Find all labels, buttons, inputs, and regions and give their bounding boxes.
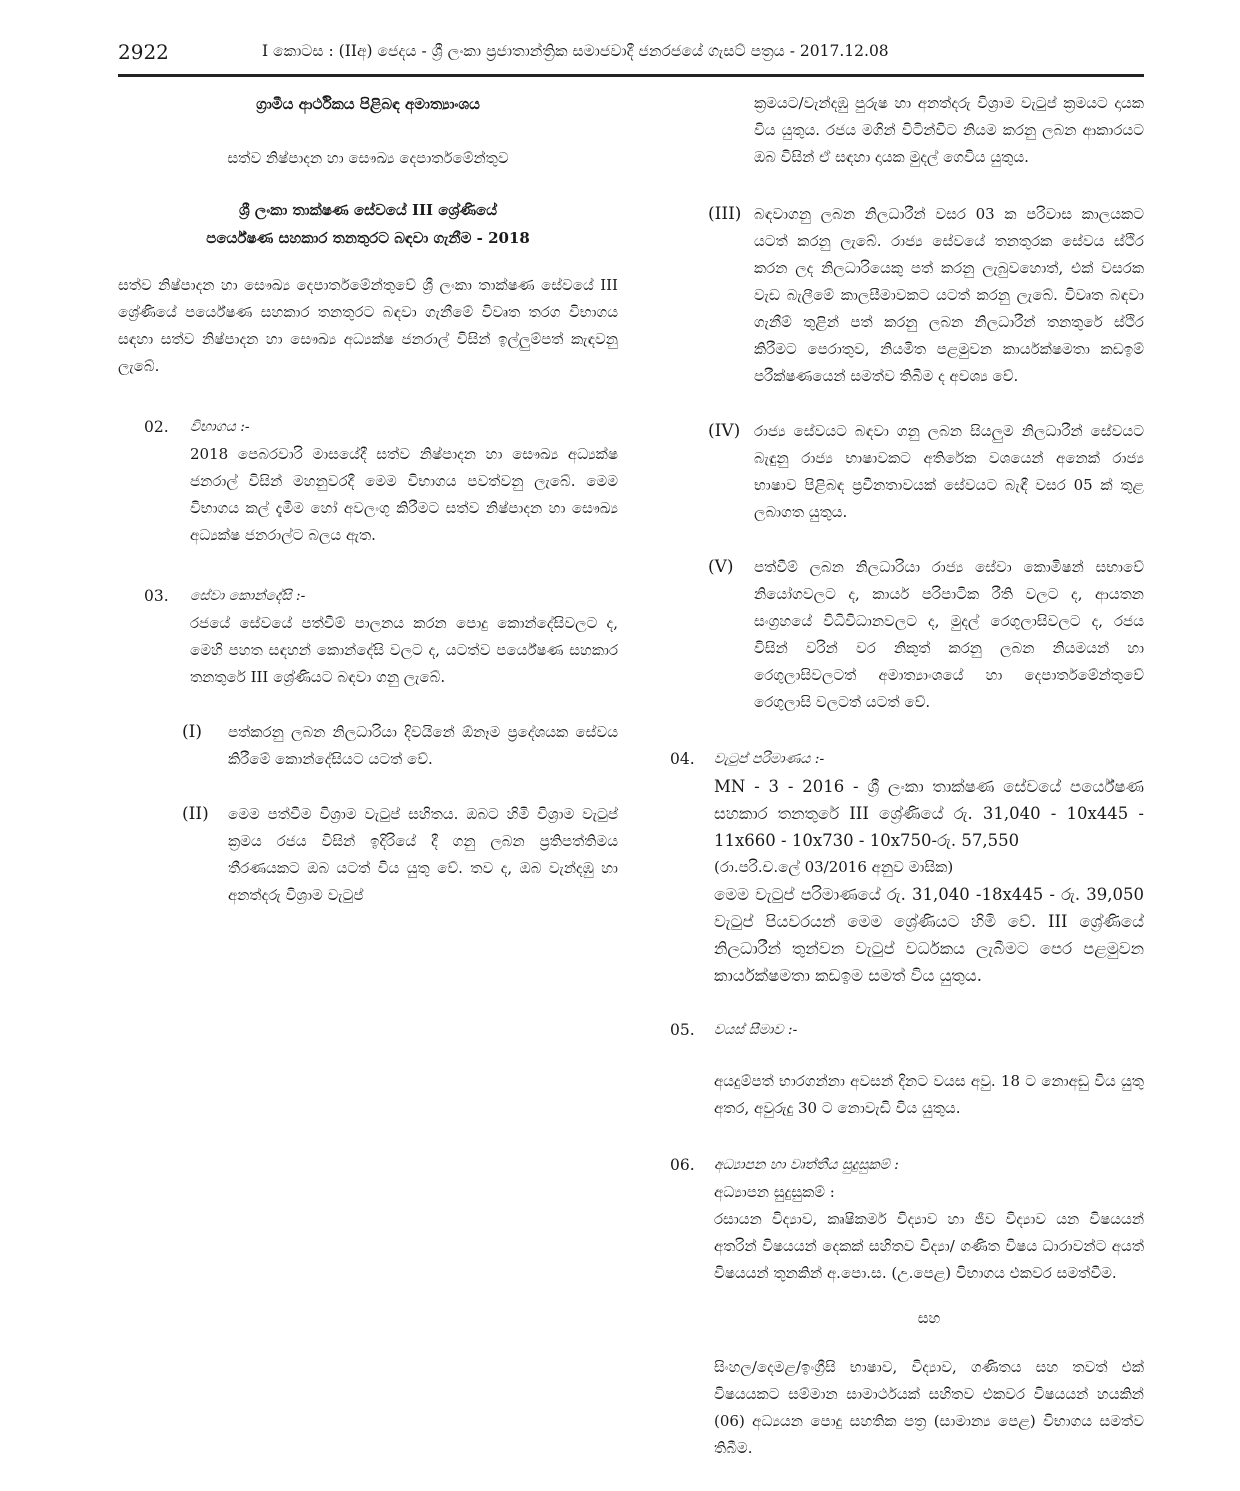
condition-item-5 bbox=[666, 554, 1144, 716]
item-text: රාජ්‍ය සේවයට බඳවා ගනු ලබන සියලුම නිලධාරීන් සේවයට බැඳුනු රාජ්‍ය භාෂාවකට අතිරේක වශයෙන් අනෙක් රාජ්‍ය භාෂාව පිළිබඳ ප්‍රවීනතාවයක් සේවයට බැඳී වසර 05 ක් තුළ ලබාගත යුතුය. bbox=[754, 422, 1144, 521]
item-text: බඳවාගනු ලබන නිලධාරීන් වසර 03 ක පරිවාස කාලයකට යටත් කරනු ලැබේ. රාජ්‍ය සේවයේ තනතුරක සේවය ස්ථිර කරන ලද නිලධාරියෙකු පත් කරනු ලැබුවහොත්, එක් වසරක වැඩ බැලීමේ කාලසීමාවකට යටත් කරනු ලැබේ. විවෘත බඳවා ගැනීම් තුළින් පත් කරනු ලබන නිලධාරීන් තනතුරේ ස්ථිර කිරීමට පෙරාතුව, නියමිත පළමුවන කාර්යක්ෂමතා කඩඉම් පරීක්ෂණයෙන් සමත්ව තිබීම ද අවශ්‍ය වේ. bbox=[754, 205, 1144, 385]
condition-item-4 bbox=[666, 418, 1144, 526]
condition-item-2 bbox=[182, 801, 618, 909]
left-column bbox=[118, 90, 618, 909]
right-column bbox=[666, 90, 1144, 1462]
item-number: (V) bbox=[708, 557, 734, 577]
section-text: රජයේ සේවයේ පත්වීම් පාලනය කරන පොදු කොන්දේසිවලට ද, මෙහි පහත සඳහන් කොන්දේසි වලට ද, යටත්ව පර්යේෂණ සහකාර තනතුරේ III ශ්‍රේණියට බඳවා ගනු ලැබේ. bbox=[190, 614, 618, 686]
qualification-text-2: සිංහල/දෙමළ/ඉංග්‍රීසි භාෂාව, විද්‍යාව, ගණිතය සහ තවත් එක් විෂයයකට සම්මාන සාමාර්ථයක් සහිතව එකවර විෂයයන් හයකින් (06) අධ්‍යයන පොදු සහතික පත්‍ර (සාමාන්‍ය පෙළ) විභාගය සමත්ව තිබීම. bbox=[714, 1358, 1144, 1457]
section-heading: විභාගය :- bbox=[190, 419, 250, 435]
section-number: 05. bbox=[670, 1021, 695, 1039]
item-text: පත්වීම් ලබන නිලධාරියා රාජ්‍ය සේවා කොමිෂන් සභාවේ නියෝගවලට ද, කාර්ය පරිපාටික රීති වලට ද, ආයතන සංග්‍රහයේ විධිවිධානවලට ද, මුදල් රෙගුලාසිවලට ද, රජය විසින් වරින් වර නිකුත් කරනු ලබන නියමයන් හා රෙගුලාසිවලටත් අමාත්‍යාංශයේ හා දෙපාර්තමේන්තුවේ රෙගුලාසි වලටත් යටත් වේ. bbox=[754, 558, 1144, 711]
page-number: 2922 bbox=[118, 40, 169, 64]
section-03 bbox=[118, 583, 618, 691]
conjunction-and: සහ bbox=[917, 1309, 941, 1327]
section-04 bbox=[666, 746, 1144, 989]
department-name: සත්ව නිෂ්පාදන හා සෞඛ්‍ය දෙපාර්තමේන්තුව bbox=[227, 149, 509, 167]
section-number: 06. bbox=[670, 1156, 695, 1174]
subsection-heading: අධ්‍යාපන සුදුසුකම් : bbox=[714, 1183, 835, 1201]
item-number: (III) bbox=[708, 204, 742, 224]
ministry-name: ග්‍රාමීය ආර්ථිකය පිළිබඳ අමාත්‍යාංශය bbox=[256, 95, 480, 113]
section-text: 2018 පෙබරවාරි මාසයේදී සත්ව නිෂ්පාදන හා සෞඛ්‍ය අධ්‍යක්ෂ ජනරාල් විසින් මහනුවරදී මෙම විභාගය පවත්වනු ලැබේ. මෙම විභාගය කල් දැමීම හෝ අවලංගු කිරීමට සත්ව නිෂ්පාදන හා සෞඛ්‍ය අධ්‍යක්ෂ ජනරාල්ට බලය ඇත. bbox=[190, 445, 618, 544]
section-number: 02. bbox=[144, 418, 169, 436]
section-heading: වයස් සීමාව :- bbox=[714, 1022, 798, 1038]
item-text: මෙම පත්වීම විශ්‍රාම වැටුප් සහිතය. ඔබට හිමි විශ්‍රාම වැටුප් ක්‍රමය රජය විසින් ඉදිරියේ දී ගනු ලබන ප්‍රතිපත්තිමය තීරණයකට ඔබ යටත් විය යුතු වේ. තව ද, ඔබ වැන්දඹු හා අනත්දරු විශ්‍රාම වැටුප් bbox=[228, 805, 618, 904]
gazette-header-title: I කොටස : (IIඅ) ජෙදය - ශ්‍රී ලංකා ප්‍රජාතාන්ත්‍රික සමාජවාදී ජනරජයේ ගැසට් පත්‍රය - 2017.12.08 bbox=[262, 42, 889, 60]
section-heading: අධ්‍යාපන හා වෘත්තීය සුදුසුකම් : bbox=[714, 1157, 899, 1173]
section-number: 04. bbox=[670, 750, 695, 768]
section-06 bbox=[666, 1152, 1144, 1462]
item-number: (I) bbox=[182, 722, 202, 742]
item-text: පත්කරනු ලබන නිලධාරියා දිවයිනේ ඕනෑම ප්‍රදේශයක සේවය කිරීමේ කොන්දේසියට යටත් වේ. bbox=[228, 723, 618, 768]
section-heading: වැටුප් පරිමාණය :- bbox=[714, 751, 825, 767]
item-number: (II) bbox=[182, 804, 209, 824]
condition-item-1 bbox=[182, 719, 618, 773]
salary-steps-text: මෙම වැටුප් පරිමාණයේ රු. 31,040 -18x445 - රු. 39,050 වැටුප් පියවරයන් මෙම ශ්‍රේණියට හිමි වේ. III ශ්‍රේණියේ නිලධාරීන් තුන්වන වැටුප් වර්ධකය ලැබීමට පෙර පළමුවන කාර්යක්ෂමතා කඩඉම සමත් විය යුතුය. bbox=[714, 885, 1144, 985]
section-05 bbox=[666, 1017, 1144, 1122]
salary-circular-note: (රා.පරි.ච.ලේ 03/2016 අනුව මාසික) bbox=[714, 858, 954, 876]
section-02 bbox=[118, 414, 618, 549]
continued-text: ක්‍රමයට/වැන්දඹු පුරුෂ හා අනත්දරු විශ්‍රාම වැටුප් ක්‍රමයට දායක විය යුතුය. රජය මගින් විටින්විට නියම කරනු ලබන ආකාරයට ඔබ විසින් ඒ සඳහා දායක මුදල් ගෙවිය යුතුය. bbox=[754, 94, 1144, 166]
section-number: 03. bbox=[144, 587, 169, 605]
section-heading: සේවා කොන්දේසි :- bbox=[190, 588, 306, 604]
item-number: (IV) bbox=[708, 421, 741, 441]
salary-scale-text: MN - 3 - 2016 - ශ්‍රී ලංකා තාක්ෂණ සේවයේ පර්යේෂණ සහකාර තනතුරේ III ශ්‍රේණියේ රු. 31,040 - 10x445 - 11x660 - 10x730 - 10x750-රු. 57,550 bbox=[714, 777, 1144, 850]
notice-title-line2: පර්යේෂණ සහකාර තනතුරට බඳවා ගැනීම - 2018 bbox=[206, 229, 530, 247]
intro-paragraph: සත්ව නිෂ්පාදන හා සෞඛ්‍ය දෙපාර්තමේන්තුවේ ශ්‍රී ලංකා තාක්ෂණ සේවයේ III ශ්‍රේණියේ පර්යේෂණ සහකාර තනතුරට බඳවා ගැනීමේ විවෘත තරග විභාගය සඳහා සත්ව නිෂ්පාදන හා සෞඛ්‍ය අධ්‍යක්ෂ ජනරාල් විසින් ඉල්ලුම්පත් කැඳවනු ලැබේ. bbox=[118, 276, 618, 375]
qualification-text: රසායන විද්‍යාව, කෘෂිකර්ම විද්‍යාව හා ජීව විද්‍යාව යන විෂයයන් අතරින් විෂයයන් දෙකක් සහිතව විද්‍යා/ ගණිත විෂය ධාරාවන්ට අයත් විෂයයන් තුනකින් අ.පො.ස. (උ.පෙළ) විභාගය එකවර සමත්වීම. bbox=[714, 1210, 1144, 1282]
condition-item-3 bbox=[666, 201, 1144, 390]
notice-title-line1: ශ්‍රී ලංකා තාක්ෂණ සේවයේ III ශ්‍රේණියේ bbox=[238, 201, 498, 219]
header-rule bbox=[118, 74, 1144, 77]
age-limit-text: අයදුම්පත් භාරගන්නා අවසන් දිනට වයස අවු. 18 ට නොඅඩු විය යුතු අතර, අවුරුදු 30 ට නොවැඩි විය යුතුය. bbox=[714, 1072, 1144, 1117]
